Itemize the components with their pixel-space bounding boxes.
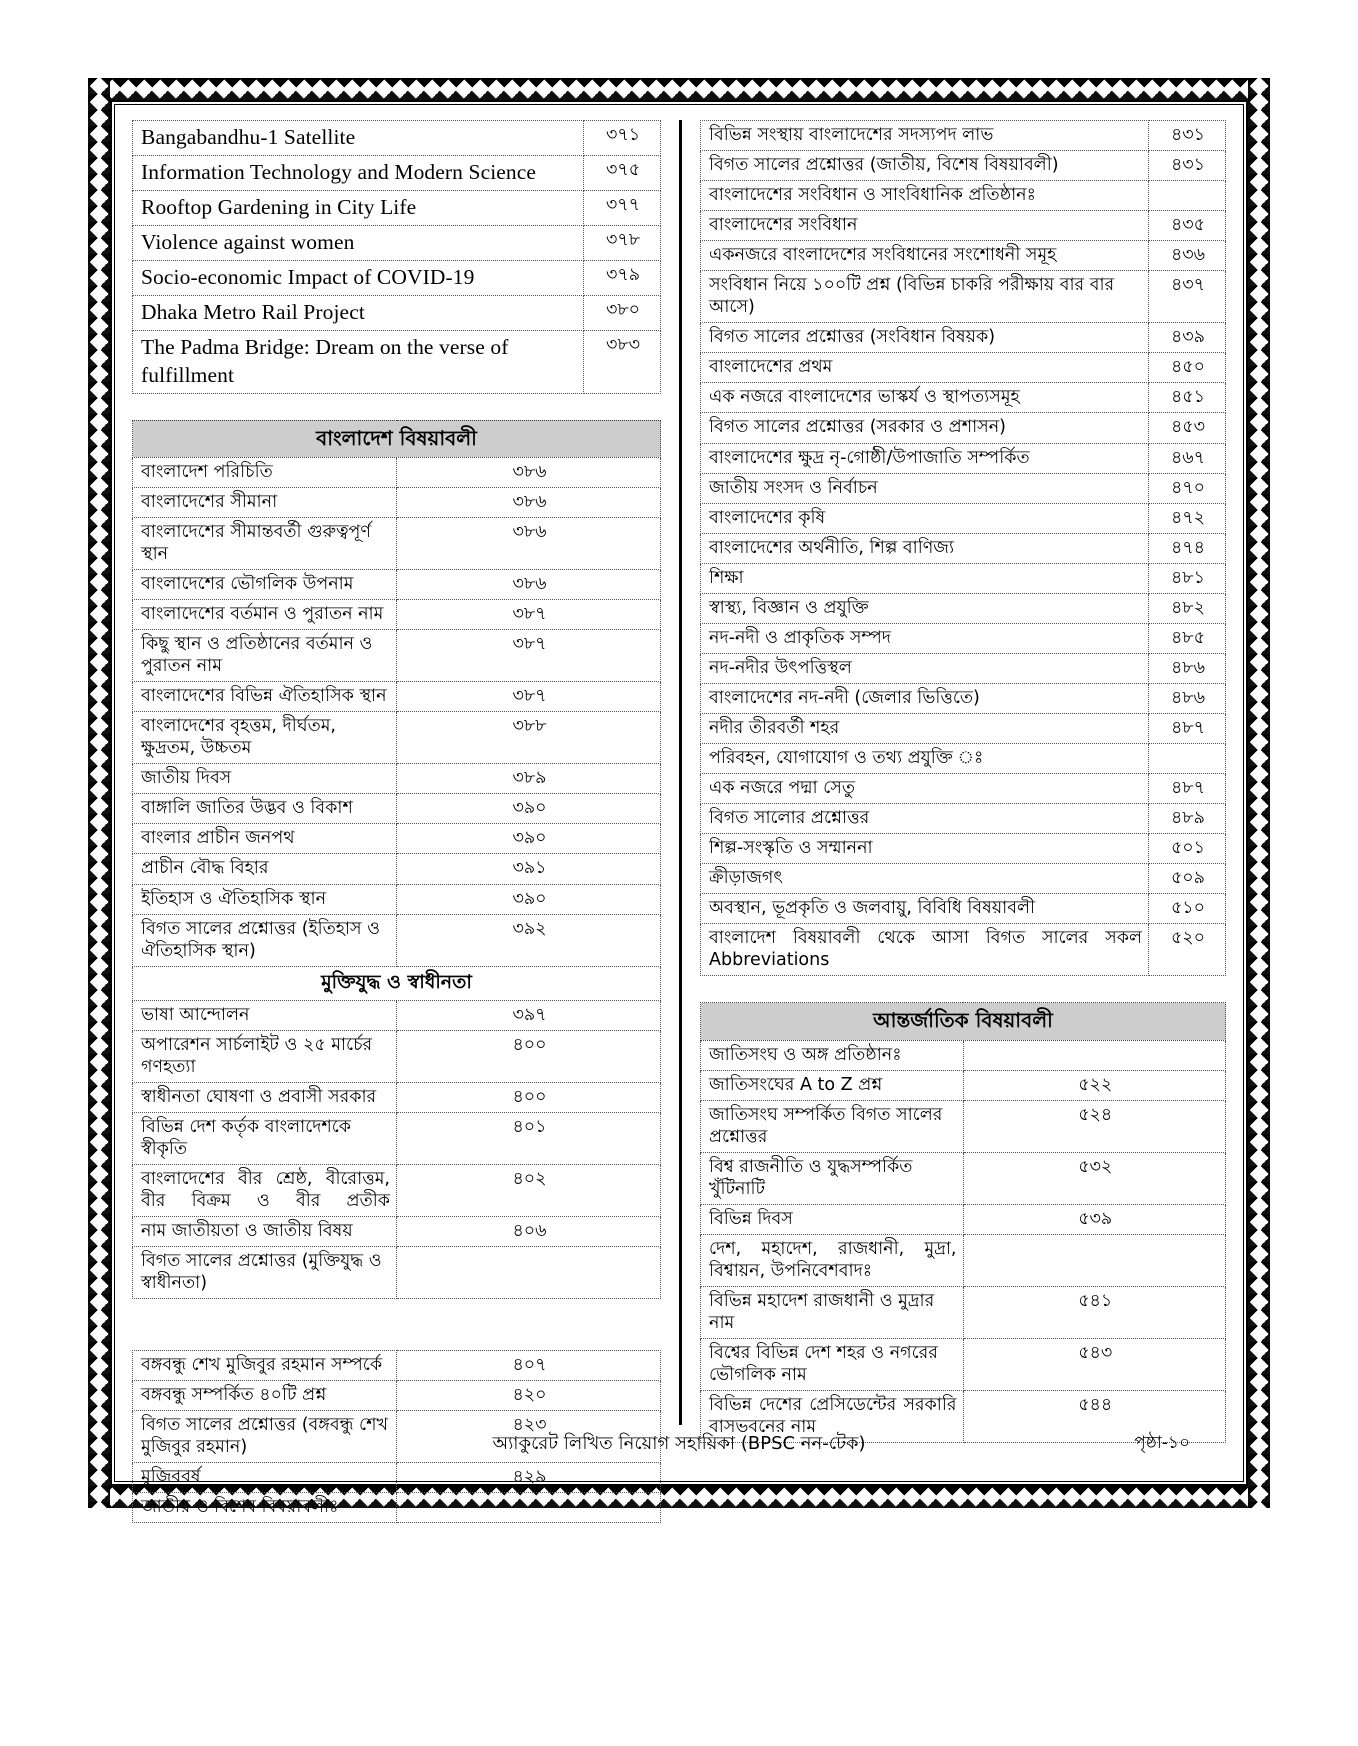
topic-page: ৪৮১ (1149, 563, 1226, 593)
topic-page: ৪৮২ (1149, 593, 1226, 623)
table-row (701, 443, 1226, 473)
subsection-title: মুক্তিযুদ্ধ ও স্বাধীনতা (133, 966, 661, 1000)
empty-spacer-row (133, 1299, 661, 1351)
topic-title: বিগত সালের প্রশ্নোত্তর (মুক্তিযুদ্ধ ও স্বাধীনতা) (133, 1247, 397, 1299)
topic-page: ৪৫৩ (1149, 413, 1226, 443)
topic-title: বাংলাদেশের সংবিধান ও সাংবিধানিক প্রতিষ্ঠানঃ (701, 181, 1149, 211)
topic-title: বাংলাদেশের বিভিন্ন ঐতিহাসিক স্থান (133, 682, 397, 712)
section-header-international (701, 1003, 1226, 1040)
topic-title: বাংলাদেশের বৃহত্তম, দীর্ঘতম, ক্ষুদ্রতম, উচ্চতম (133, 712, 397, 764)
topic-title: জাতীয় দিবস (133, 764, 397, 794)
footer-book-title: অ্যাকুরেট লিখিত নিয়োগ সহায়িকা (BPSC নন-টেক) (492, 1432, 866, 1454)
topic-page: ৩৮৭ (397, 600, 661, 630)
table-row (701, 653, 1226, 683)
english-topics-table (132, 120, 661, 394)
topic-page: ৩৮৭ (397, 630, 661, 682)
footer-page-number: পৃষ্ঠা-১০ (1134, 1433, 1190, 1453)
topic-title: এক নজরে পদ্মা সেতু (701, 774, 1149, 804)
table-row (701, 353, 1226, 383)
topic-title: বিভিন্ন দেশ কর্তৃক বাংলাদেশকে স্বীকৃতি (133, 1112, 397, 1164)
topic-page: ৩৮৩ (584, 331, 661, 393)
topic-title: বাংলাদেশের কৃষি (701, 503, 1149, 533)
topic-page: ৩৯২ (397, 914, 661, 966)
table-row (133, 794, 661, 824)
table-row (701, 271, 1226, 323)
topic-title: বাংলাদেশের নদ-নদী (জেলার ভিত্তিতে) (701, 683, 1149, 713)
topic-title: বাংলাদেশের ভৌগলিক উপনাম (133, 570, 397, 600)
topic-title: বাংলাদেশের বীর শ্রেষ্ঠ, বীরোত্তম, বীর বিক্রম ও বীর প্রতীক (133, 1164, 397, 1216)
topic-page: ৩৮৬ (397, 517, 661, 569)
table-row (133, 1463, 661, 1493)
table-row (133, 630, 661, 682)
topic-title: নদ-নদী ও প্রাকৃতিক সম্পদ (701, 623, 1149, 653)
topic-title: বাংলার প্রাচীন জনপথ (133, 824, 397, 854)
topic-page: ৪০৭ (397, 1351, 661, 1381)
table-row (701, 211, 1226, 241)
table-row (133, 1493, 661, 1523)
topic-page: ৪৮৭ (1149, 774, 1226, 804)
topic-title: বিগত সালোর প্রশ্নোত্তর (701, 804, 1149, 834)
topic-title: বাংলাদেশের ক্ষুদ্র নৃ-গোষ্ঠী/উপাজাতি সম্পর্কিত (701, 443, 1149, 473)
topic-page: ৩৭৭ (584, 191, 661, 226)
topic-page: ৩৯০ (397, 884, 661, 914)
topic-page: ৪২৩ (397, 1411, 661, 1463)
topic-page: ৪০২ (397, 1164, 661, 1216)
table-row (701, 713, 1226, 743)
table-row (701, 774, 1226, 804)
topic-title: ভাষা আন্দোলন (133, 1000, 397, 1030)
table-row (701, 683, 1226, 713)
topic-title: বাংলাদেশের প্রথম (701, 353, 1149, 383)
topic-page: ৪৩৯ (1149, 323, 1226, 353)
topic-title: বাংলাদেশের সংবিধান (701, 211, 1149, 241)
table-row (133, 1000, 661, 1030)
topic-title: দেশ, মহাদেশ, রাজধানী, মুদ্রা, বিশ্বায়ন, উপনিবেশবাদঃ (701, 1234, 964, 1286)
table-row (701, 503, 1226, 533)
topic-title: বিশ্ব রাজনীতি ও যুদ্ধসম্পর্কিত খুঁটিনাটি (701, 1152, 964, 1204)
topic-page: ৩৯০ (397, 794, 661, 824)
table-row (701, 1070, 1226, 1100)
topic-title: বঙ্গবন্ধু শেখ মুজিবুর রহমান সম্পর্কে (133, 1351, 397, 1381)
topic-page: ৩৭১ (584, 121, 661, 156)
topic-page: ৫১০ (1149, 894, 1226, 924)
topic-title: বাংলাদেশের সীমান্তবর্তী গুরুত্বপূর্ণ স্থান (133, 517, 397, 569)
empty-cell (397, 1299, 661, 1351)
topic-page (397, 1247, 661, 1299)
topic-title: বিগত সালের প্রশ্নোত্তর (বঙ্গবন্ধু শেখ মুজিবুর রহমান) (133, 1411, 397, 1463)
subsection-header-liberation-war (133, 966, 661, 1000)
bangladesh-topics-table (132, 420, 661, 1524)
topic-page: ৫০১ (1149, 834, 1226, 864)
topic-title: Bangabandhu-1 Satellite (133, 121, 584, 156)
table-row (133, 712, 661, 764)
topic-page: ৩৮৭ (397, 682, 661, 712)
topic-page: ৪৫০ (1149, 353, 1226, 383)
topic-page: ৪০০ (397, 1082, 661, 1112)
topic-page: ৪৮৬ (1149, 653, 1226, 683)
topic-title: জাতিসংঘ সম্পর্কিত বিগত সালের প্রশ্নোত্তর (701, 1100, 964, 1152)
table-row (701, 533, 1226, 563)
topic-page: ৫৩২ (963, 1152, 1226, 1204)
topic-title: বিভিন্ন সংস্থায় বাংলাদেশের সদস্যপদ লাভ (701, 121, 1149, 151)
table-row (701, 151, 1226, 181)
topic-title: এক নজরে বাংলাদেশের ভাস্কর্য ও স্থাপত্যসমূহ (701, 383, 1149, 413)
topic-page: ৪৭৪ (1149, 533, 1226, 563)
table-row (701, 743, 1226, 773)
table-row (701, 864, 1226, 894)
topic-title: স্বাস্থ্য, বিজ্ঞান ও প্রযুক্তি (701, 593, 1149, 623)
topic-page: ৩৮৬ (397, 570, 661, 600)
table-row (701, 1339, 1226, 1391)
topic-title: বিভিন্ন মহাদেশ রাজধানী ও মুদ্রার নাম (701, 1286, 964, 1338)
topic-title: প্রাচীন বৌদ্ধ বিহার (133, 854, 397, 884)
topic-title: মুজিববর্ষ (133, 1463, 397, 1493)
topic-page: ৩৯১ (397, 854, 661, 884)
table-row (133, 296, 661, 331)
topic-title: বিভিন্ন দেশের প্রেসিডেন্টের সরকারি বাসভবনের নাম (701, 1391, 964, 1443)
topic-title: বিগত সালের প্রশ্নোত্তর (সরকার ও প্রশাসন) (701, 413, 1149, 443)
table-row (133, 487, 661, 517)
table-row (701, 593, 1226, 623)
topic-title: শিক্ষা (701, 563, 1149, 593)
topic-page: ৪৩৫ (1149, 211, 1226, 241)
table-row (701, 413, 1226, 443)
table-row (133, 121, 661, 156)
topic-title: Information Technology and Modern Science (133, 156, 584, 191)
table-row (133, 764, 661, 794)
topic-page: ৫২২ (963, 1070, 1226, 1100)
table-row (701, 894, 1226, 924)
topic-page: ৩৯৭ (397, 1000, 661, 1030)
page-footer (156, 1424, 1202, 1464)
topic-title: বিভিন্ন দিবস (701, 1204, 964, 1234)
table-row (701, 383, 1226, 413)
table-row (133, 600, 661, 630)
topic-page (397, 1493, 661, 1523)
topic-title: Socio-economic Impact of COVID-19 (133, 261, 584, 296)
topic-page: ৫৩৯ (963, 1204, 1226, 1234)
border-sawtooth-right (1248, 78, 1270, 1508)
table-row (133, 570, 661, 600)
topic-title: শিল্প-সংস্কৃতি ও সম্মাননা (701, 834, 1149, 864)
topic-page: ৪৮৫ (1149, 623, 1226, 653)
topic-title: বিগত সালের প্রশ্নোত্তর (ইতিহাস ও ঐতিহাসিক স্থান) (133, 914, 397, 966)
section-title: আন্তর্জাতিক বিষয়াবলী (701, 1003, 1226, 1040)
table-row (701, 623, 1226, 653)
topic-page: ৪৮৭ (1149, 713, 1226, 743)
topic-title: বাংলাদেশের সীমানা (133, 487, 397, 517)
table-row (133, 1030, 661, 1082)
topic-page: ৪৭২ (1149, 503, 1226, 533)
section-header-bangladesh (133, 420, 661, 457)
topic-page: ৩৯০ (397, 824, 661, 854)
topic-title: বাংলাদেশ বিষয়াবলী থেকে আসা বিগত সালের সকল Abbreviations (701, 924, 1149, 976)
table-row (133, 517, 661, 569)
topic-page: ৩৮৮ (397, 712, 661, 764)
bangladesh-topics-table-continued (700, 120, 1226, 976)
topic-title: কিছু স্থান ও প্রতিষ্ঠানের বর্তমান ও পুরাতন নাম (133, 630, 397, 682)
table-row (133, 1216, 661, 1246)
table-row (701, 323, 1226, 353)
topic-page: ৩৮০ (584, 296, 661, 331)
topic-page: ৪৫১ (1149, 383, 1226, 413)
topic-title: বিশ্বের বিভিন্ন দেশ শহর ও নগরের ভৌগলিক নাম (701, 1339, 964, 1391)
topic-page: ৪৩৭ (1149, 271, 1226, 323)
topic-page: ৩৭৫ (584, 156, 661, 191)
topic-title: The Padma Bridge: Dream on the verse of fulfillment (133, 331, 584, 393)
table-row (701, 1204, 1226, 1234)
topic-title: পরিবহন, যোগাযোগ ও তথ্য প্রযুক্তি ঃ (701, 743, 1149, 773)
topic-title: স্বাধীনতা ঘোষণা ও প্রবাসী সরকার (133, 1082, 397, 1112)
page-decorative-frame (88, 78, 1270, 1518)
topic-title: বাংলাদেশ পরিচিতি (133, 457, 397, 487)
topic-title: বাঙ্গালি জাতির উদ্ভব ও বিকাশ (133, 794, 397, 824)
topic-page: ৪০১ (397, 1112, 661, 1164)
table-row (701, 473, 1226, 503)
table-row (133, 1247, 661, 1299)
topic-page: ৩৮৬ (397, 487, 661, 517)
right-column (679, 120, 1226, 1438)
topic-page: ৫৪৪ (963, 1391, 1226, 1443)
topic-title: জাতিসংঘ ও অঙ্গ প্রতিষ্ঠানঃ (701, 1040, 964, 1070)
topic-title: অপারেশন সার্চলাইট ও ২৫ মার্চের গণহত্যা (133, 1030, 397, 1082)
table-row (701, 1234, 1226, 1286)
table-row (133, 854, 661, 884)
topic-page: ৩৮৬ (397, 457, 661, 487)
border-sawtooth-top (88, 78, 1270, 100)
topic-title: জাতীয় সংসদ ও নির্বাচন (701, 473, 1149, 503)
topic-title: ক্রীড়াজগৎ (701, 864, 1149, 894)
international-topics-table (700, 1002, 1226, 1443)
table-row (701, 834, 1226, 864)
topic-page: ৪৩১ (1149, 121, 1226, 151)
section-spacer (132, 394, 661, 420)
topic-page: ৪৩৬ (1149, 241, 1226, 271)
topic-page: ৪২০ (397, 1381, 661, 1411)
topic-page (963, 1040, 1226, 1070)
topic-title: ইতিহাস ও ঐতিহাসিক স্থান (133, 884, 397, 914)
table-row (133, 682, 661, 712)
table-row (701, 924, 1226, 976)
topic-page: ৪২৯ (397, 1463, 661, 1493)
topic-page (1149, 181, 1226, 211)
table-row (133, 824, 661, 854)
topic-page: ৫০৯ (1149, 864, 1226, 894)
table-row (133, 261, 661, 296)
table-row (701, 1100, 1226, 1152)
table-row (133, 226, 661, 261)
topic-page: ৫২৪ (963, 1100, 1226, 1152)
topic-page (1149, 743, 1226, 773)
topic-page: ৪০০ (397, 1030, 661, 1082)
topic-page (963, 1234, 1226, 1286)
table-row (133, 1351, 661, 1381)
topic-title: জাতীয় ও বিশেষ বিষয়াবলীঃ (133, 1493, 397, 1523)
table-row (133, 156, 661, 191)
topic-page: ৫৪৩ (963, 1339, 1226, 1391)
empty-cell (133, 1299, 397, 1351)
topic-title: Dhaka Metro Rail Project (133, 296, 584, 331)
topic-title: নদ-নদীর উৎপত্তিস্থল (701, 653, 1149, 683)
section-spacer (700, 976, 1226, 1002)
topic-title: একনজরে বাংলাদেশের সংবিধানের সংশোধনী সমূহ (701, 241, 1149, 271)
topic-page: ৪৮৬ (1149, 683, 1226, 713)
topic-page: ৩৭৮ (584, 226, 661, 261)
topic-title: নাম জাতীয়তা ও জাতীয় বিষয় (133, 1216, 397, 1246)
border-sawtooth-left (88, 78, 110, 1508)
topic-title: বিগত সালের প্রশ্নোত্তর (সংবিধান বিষয়ক) (701, 323, 1149, 353)
page-content (122, 112, 1236, 1518)
topic-title: সংবিধান নিয়ে ১০০টি প্রশ্ন (বিভিন্ন চাকরি পরীক্ষায় বার বার আসে) (701, 271, 1149, 323)
table-row (133, 191, 661, 226)
table-row (133, 457, 661, 487)
table-row (133, 331, 661, 393)
table-row (701, 241, 1226, 271)
topic-page: ৪০৬ (397, 1216, 661, 1246)
table-row (701, 1286, 1226, 1338)
topic-title: বাংলাদেশের অর্থনীতি, শিল্প বাণিজ্য (701, 533, 1149, 563)
topic-page: ৪৭০ (1149, 473, 1226, 503)
topic-title: Violence against women (133, 226, 584, 261)
table-row (133, 884, 661, 914)
topic-page: ৫৪১ (963, 1286, 1226, 1338)
topic-title: বিগত সালের প্রশ্নোত্তর (জাতীয়, বিশেষ বিষয়াবলী) (701, 151, 1149, 181)
topic-title: অবস্থান, ভূপ্রকৃতি ও জলবায়ু, বিবিধি বিষয়াবলী (701, 894, 1149, 924)
topic-page: ৫২০ (1149, 924, 1226, 976)
topic-title: বাংলাদেশের বর্তমান ও পুরাতন নাম (133, 600, 397, 630)
table-row (701, 563, 1226, 593)
topic-page: ৩৭৯ (584, 261, 661, 296)
table-row (133, 1164, 661, 1216)
table-row (133, 1381, 661, 1411)
table-row (701, 1152, 1226, 1204)
section-title: বাংলাদেশ বিষয়াবলী (133, 420, 661, 457)
topic-title: জাতিসংঘের A to Z প্রশ্ন (701, 1070, 964, 1100)
topic-page: ৪৩১ (1149, 151, 1226, 181)
table-row (133, 1112, 661, 1164)
topic-title: নদীর তীরবর্তী শহর (701, 713, 1149, 743)
table-row (701, 181, 1226, 211)
table-row (701, 804, 1226, 834)
topic-page: ৪৮৯ (1149, 804, 1226, 834)
topic-page: ৩৮৯ (397, 764, 661, 794)
table-row (133, 914, 661, 966)
table-row (701, 121, 1226, 151)
table-row (133, 1082, 661, 1112)
topic-title: Rooftop Gardening in City Life (133, 191, 584, 226)
topic-page: ৪৬৭ (1149, 443, 1226, 473)
table-row (701, 1040, 1226, 1070)
topic-title: বঙ্গবন্ধু সম্পর্কিত ৪০টি প্রশ্ন (133, 1381, 397, 1411)
